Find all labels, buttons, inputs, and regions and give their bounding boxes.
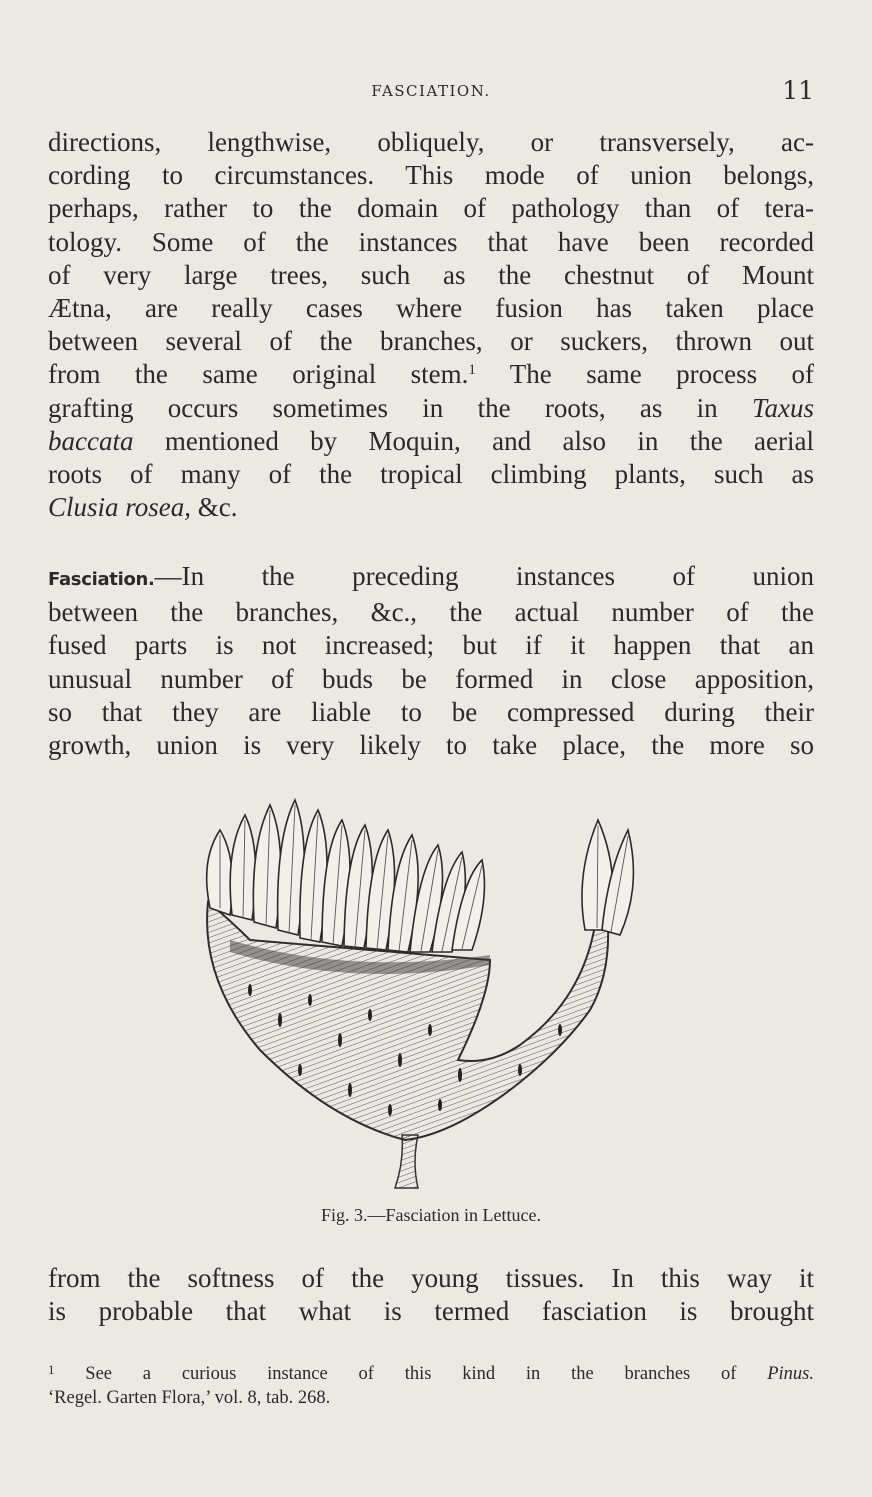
- text-segment: from the same original stem.: [48, 359, 469, 390]
- italic-term: Taxus: [751, 392, 814, 423]
- footnote-line: [48, 1362, 814, 1386]
- footnote-reference: 1: [468, 362, 476, 379]
- text-line: [48, 425, 814, 458]
- section-heading: Fasciation.: [48, 569, 155, 590]
- text-line: roots of many of the tropical climbing plants, such as: [48, 459, 814, 490]
- text-line: cording to circumstances. This mode of union belongs,: [48, 160, 814, 191]
- figure-caption: [48, 1205, 814, 1226]
- paragraph-1: [48, 126, 814, 524]
- text-line: [48, 358, 814, 391]
- text-segment: mentioned by Moquin, and also in the aerial: [133, 425, 814, 456]
- running-head: [48, 78, 814, 108]
- text-line: growth, union is very likely to take place, the more so: [48, 730, 814, 761]
- text-line: is probable that what is termed fasciation is brought: [48, 1296, 814, 1327]
- paragraph-2: [48, 560, 814, 762]
- italic-term: Clusia rosea,: [48, 492, 192, 523]
- page-number: 11: [782, 76, 814, 105]
- text-line: perhaps, rather to the domain of pathology than of tera-: [48, 193, 814, 224]
- italic-term: Pinus.: [767, 1364, 814, 1384]
- footnote-marker: 1: [48, 1362, 55, 1377]
- footnotes: [48, 1362, 814, 1410]
- paragraph-3: [48, 1262, 814, 1328]
- text-line: between several of the branches, or suckers, thrown out: [48, 326, 814, 357]
- text-segment: &c.: [191, 492, 238, 523]
- text-line: fused parts is not increased; but if it happen that an: [48, 630, 814, 661]
- text-line: so that they are liable to be compressed during their: [48, 696, 814, 727]
- text-line: between the branches, &c., the actual number of the: [48, 597, 814, 628]
- text-line: unusual number of buds be formed in close apposition,: [48, 663, 814, 694]
- figure-caption-text: —Fasciation in Lettuce.: [367, 1205, 541, 1225]
- italic-term: baccata: [48, 425, 134, 456]
- text-line: [48, 491, 814, 524]
- text-line: directions, lengthwise, obliquely, or transversely, ac-: [48, 127, 814, 157]
- text-segment: See a curious instance of this kind in the branches of: [54, 1364, 768, 1384]
- footnote-line: ‘Regel. Garten Flora,’ vol. 8, tab. 268.: [48, 1388, 331, 1408]
- text-line: [48, 392, 814, 425]
- text-segment: —In the preceding instances of union: [154, 561, 814, 591]
- text-line: from the softness of the young tissues. In this way it: [48, 1263, 814, 1293]
- text-segment: The same process of: [475, 359, 815, 390]
- text-line: [48, 560, 814, 596]
- figure-label: Fig. 3.: [321, 1205, 368, 1225]
- fasciation-lettuce-illustration: [190, 790, 650, 1190]
- running-title: FASCIATION.: [371, 82, 491, 100]
- text-line: of very large trees, such as the chestnut of Mount: [48, 259, 814, 290]
- text-segment: grafting occurs sometimes in the roots, as in: [48, 392, 752, 423]
- text-line: Ætna, are really cases where fusion has taken place: [48, 293, 814, 324]
- text-line: tology. Some of the instances that have been recorded: [48, 226, 814, 257]
